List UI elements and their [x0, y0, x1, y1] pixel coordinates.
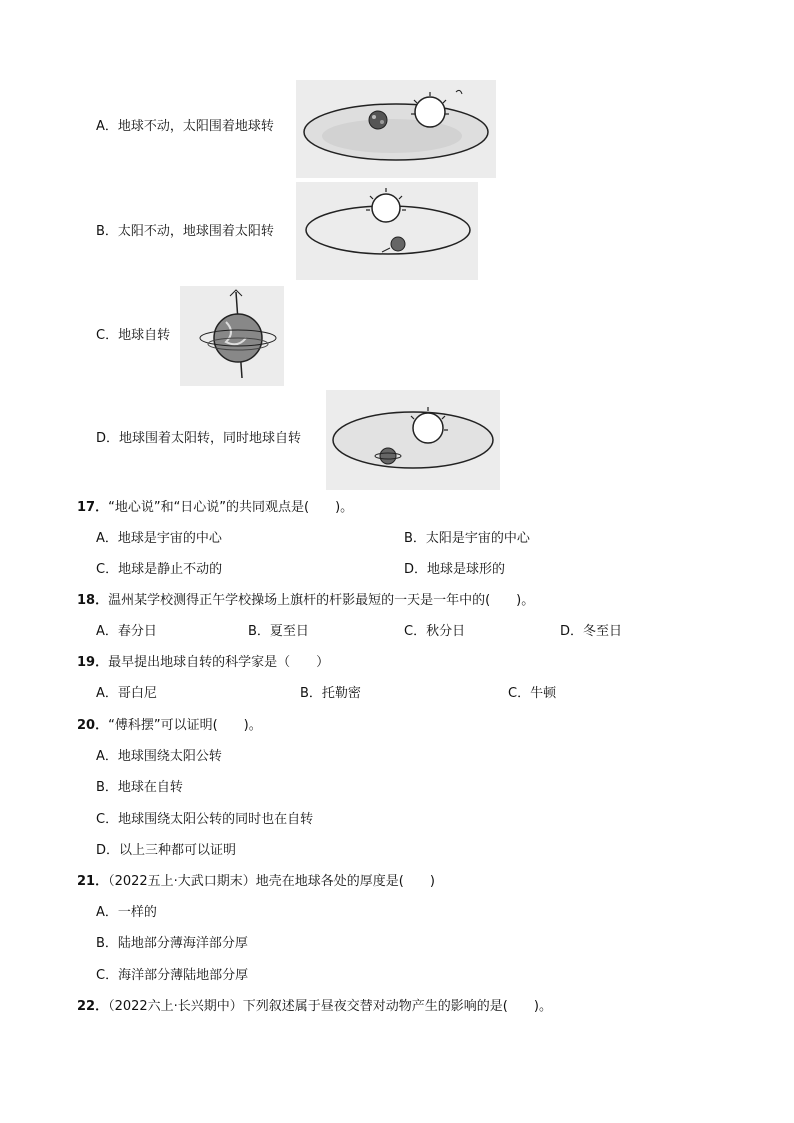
question-text: （2022五上·大武口期末）地壳在地球各处的厚度是( ): [108, 874, 435, 889]
option-text: 夏至日: [269, 624, 309, 639]
q16-option-b[interactable]: [96, 223, 274, 241]
question-number: 22．: [77, 999, 109, 1014]
option-text: 地球在自转: [117, 780, 183, 795]
option-text: 地球不动，太阳围着地球转: [117, 119, 274, 134]
option-letter: C．: [96, 968, 119, 983]
question-number: 20．: [77, 718, 109, 733]
option[interactable]: [96, 842, 236, 860]
option-letter: C．: [96, 562, 119, 577]
option[interactable]: [96, 748, 222, 766]
option-letter: C．: [404, 624, 427, 639]
option-text: 地球围着太阳转，同时地球自转: [119, 431, 302, 446]
question-number: 19．: [77, 655, 109, 670]
option[interactable]: [404, 623, 465, 641]
question-number: 18．: [77, 593, 109, 608]
option-text: 哥白尼: [117, 686, 157, 701]
q16-option-c[interactable]: [96, 327, 170, 345]
option[interactable]: [96, 904, 157, 922]
q16-option-d[interactable]: [96, 430, 301, 448]
option-text: 地球是静止不动的: [118, 562, 223, 577]
option-text: 冬至日: [583, 624, 623, 639]
option-letter: A．: [96, 624, 118, 639]
option[interactable]: [96, 967, 248, 985]
option-text: 海洋部分薄陆地部分厚: [118, 968, 249, 983]
option-letter: C．: [96, 812, 119, 827]
option-letter: A．: [96, 749, 118, 764]
option[interactable]: [248, 623, 309, 641]
option[interactable]: [508, 685, 556, 703]
question-stem: [77, 654, 329, 672]
option-letter: B．: [96, 780, 118, 795]
option-letter: B．: [96, 224, 118, 239]
option-letter: D．: [560, 624, 584, 639]
option-letter: B．: [96, 936, 118, 951]
option-text: 陆地部分薄海洋部分厚: [117, 936, 248, 951]
question-stem: [77, 592, 534, 610]
question-stem: [77, 499, 353, 517]
option-text: 以上三种都可以证明: [119, 843, 237, 858]
option-text: 太阳不动，地球围着太阳转: [117, 224, 274, 239]
earth-orbits-and-rotates-illustration: [326, 390, 500, 490]
option-text: 秋分日: [426, 624, 466, 639]
option-letter: D．: [404, 562, 428, 577]
option[interactable]: [404, 530, 530, 548]
option-letter: B．: [300, 686, 322, 701]
question-text: “地心说”和“日心说”的共同观点是( )。: [108, 500, 354, 515]
option-text: 地球围绕太阳公转: [117, 749, 222, 764]
question-stem: [77, 873, 435, 891]
question-number: 17．: [77, 500, 109, 515]
option-letter: C．: [96, 328, 119, 343]
option[interactable]: [560, 623, 622, 641]
question-text: “傅科摆”可以证明( )。: [108, 718, 262, 733]
option[interactable]: [96, 685, 157, 703]
question-text: 温州某学校测得正午学校操场上旗杆的杆影最短的一天是一年中的( )。: [108, 593, 535, 608]
option-text: 托勒密: [321, 686, 361, 701]
option-text: 地球是宇宙的中心: [117, 531, 222, 546]
earth-orbits-sun-illustration: [296, 182, 478, 280]
q16-option-a[interactable]: [96, 118, 274, 136]
option[interactable]: [96, 935, 248, 953]
option[interactable]: [96, 623, 157, 641]
sun-orbits-earth-illustration: [296, 80, 496, 178]
option-text: 地球围绕太阳公转的同时也在自转: [118, 812, 314, 827]
option-text: 春分日: [117, 624, 157, 639]
question-stem: [77, 998, 552, 1016]
question-text: 最早提出地球自转的科学家是（ ）: [108, 655, 330, 670]
option[interactable]: [96, 811, 313, 829]
option-text: 地球是球形的: [427, 562, 506, 577]
option-letter: C．: [508, 686, 531, 701]
earth-rotation-illustration: [180, 286, 284, 386]
option-text: 太阳是宇宙的中心: [425, 531, 530, 546]
option-letter: D．: [96, 431, 120, 446]
option-letter: A．: [96, 686, 118, 701]
option[interactable]: [96, 779, 183, 797]
option-letter: D．: [96, 843, 120, 858]
question-stem: [77, 717, 262, 735]
option-letter: B．: [404, 531, 426, 546]
option-text: 一样的: [117, 905, 157, 920]
option-letter: B．: [248, 624, 270, 639]
question-number: 21．: [77, 874, 109, 889]
option-text: 地球自转: [118, 328, 171, 343]
option[interactable]: [96, 561, 222, 579]
option[interactable]: [404, 561, 505, 579]
question-text: （2022六上·长兴期中）下列叙述属于昼夜交替对动物产生的影响的是( )。: [108, 999, 552, 1014]
option-text: 牛顿: [530, 686, 557, 701]
option[interactable]: [96, 530, 222, 548]
option-letter: A．: [96, 531, 118, 546]
option-letter: A．: [96, 119, 118, 134]
option-letter: A．: [96, 905, 118, 920]
option[interactable]: [300, 685, 361, 703]
